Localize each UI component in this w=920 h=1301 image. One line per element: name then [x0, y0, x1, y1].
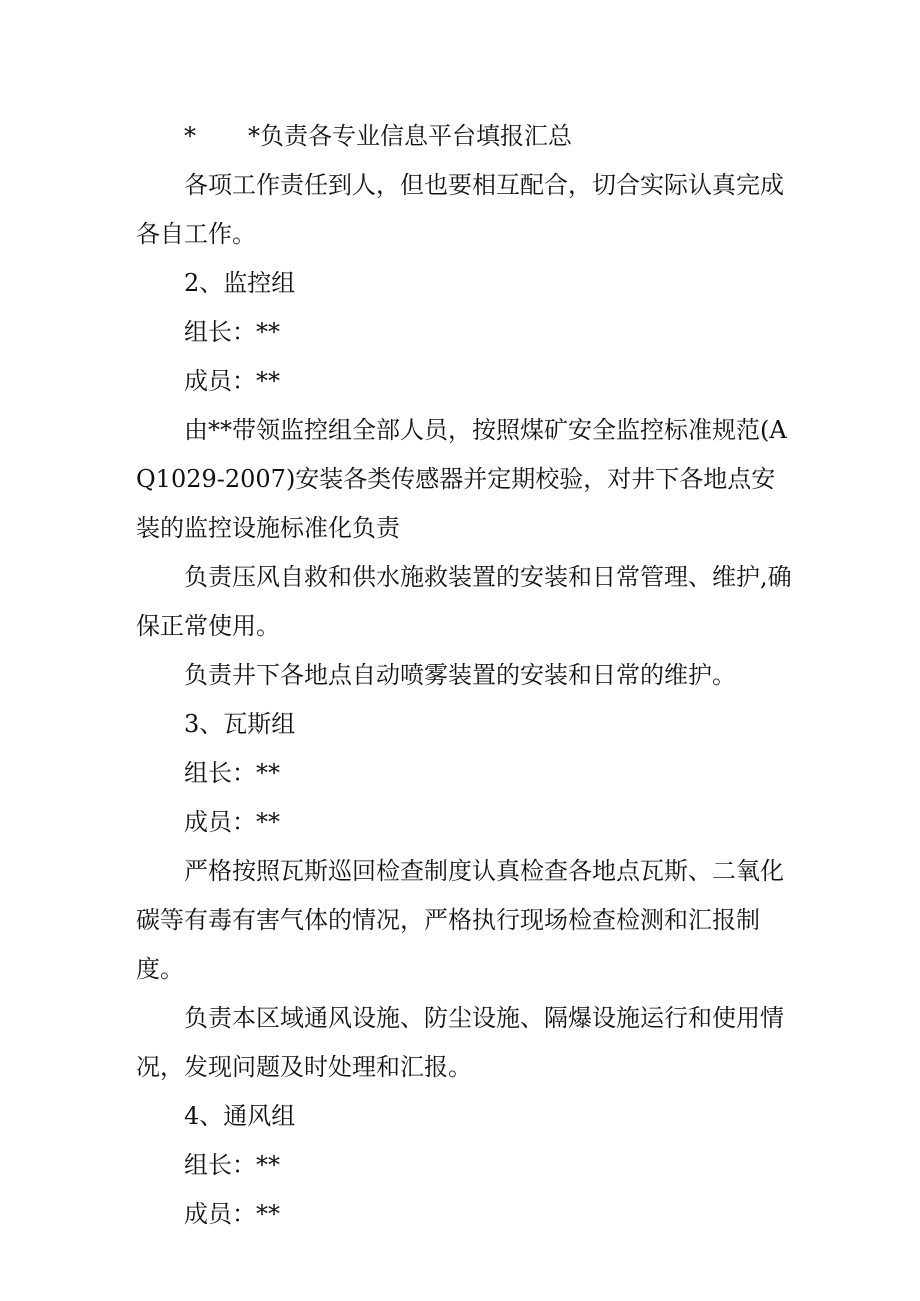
- monitoring-duty-3: 负责井下各地点自动喷雾装置的安装和日常的维护。: [184, 661, 736, 689]
- star-line: [136, 112, 796, 161]
- ventilation-members: 成员：**: [184, 1200, 280, 1228]
- section-heading-monitoring: 2、监控组: [184, 269, 296, 297]
- gas-members: 成员：**: [184, 808, 280, 836]
- star-mark: *: [184, 122, 196, 150]
- section-heading-ventilation: 4、通风组: [184, 1102, 296, 1130]
- monitoring-leader: 组长：**: [184, 318, 280, 346]
- monitoring-members: 成员：**: [184, 367, 280, 395]
- ventilation-leader: 组长：**: [184, 1151, 280, 1179]
- paragraph-responsibility: 各项工作责任到人，但也要相互配合，切合实际认真完成各自工作。: [136, 171, 784, 248]
- section-heading-gas: 3、瓦斯组: [184, 710, 296, 738]
- star-line-text: *负责各专业信息平台填报汇总: [248, 122, 572, 150]
- monitoring-duty-1: 由**带领监控组全部人员，按照煤矿安全监控标准规范(AQ1029-2007)安装各类传感器并定期校验，对井下各地点安装的监控设施标准化负责: [136, 416, 787, 542]
- gas-leader: 组长：**: [184, 759, 280, 787]
- gas-duty-2: 负责本区域通风设施、防尘设施、隔爆设施运行和使用情况，发现问题及时处理和汇报。: [136, 1004, 784, 1081]
- monitoring-duty-2: 负责压风自救和供水施救装置的安装和日常管理、维护,确保正常使用。: [136, 563, 792, 640]
- document-body: [136, 112, 796, 1239]
- gas-duty-1: 严格按照瓦斯巡回检查制度认真检查各地点瓦斯、二氧化碳等有毒有害气体的情况，严格执行现场检查检测和汇报制度。: [136, 857, 784, 983]
